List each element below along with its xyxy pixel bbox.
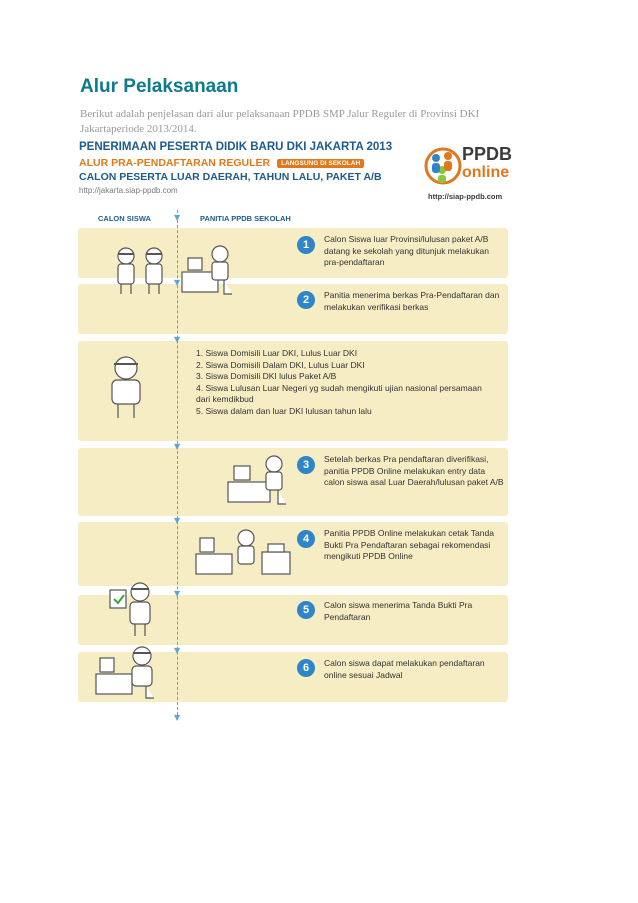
officer-printing-illustration [194, 528, 294, 582]
students-at-desk-illustration [112, 242, 242, 302]
step-1-number: 1 [297, 236, 315, 254]
criteria-item: 2. Siswa Domisili Dalam DKI, Lulus Luar DKI [196, 359, 365, 370]
intro-paragraph: Berikut adalah penjelasan dari alur pelaksanaan PPDB SMP Jalur Reguler di Provinsi DKI Jakartaperiode 2013/2014. [80, 108, 480, 135]
timeline-arrow-icon: ▼ [174, 713, 181, 722]
student-online-registration-illustration [94, 644, 166, 700]
timeline-arrow-icon: ▼ [174, 589, 181, 598]
infographic-header-title: PENERIMAAN PESERTA DIDIK BARU DKI JAKARTA 2013 [79, 141, 393, 153]
timeline-arrow-icon: ▼ [174, 213, 181, 222]
flow-infographic [74, 138, 514, 723]
timeline-arrow-icon: ▼ [174, 646, 181, 655]
step-4-text: Panitia PPDB Online melakukan cetak Tanda Bukti Pra Pendaftaran sebagai rekomendasi mengikuti PPDB Online [324, 528, 494, 561]
ppdb-online-logo [422, 140, 512, 202]
step-1-text: Calon Siswa luar Provinsi/lulusan paket A/B datang ke sekolah yang ditunjuk melakukan pra-pendaftaran [324, 234, 489, 267]
student-with-receipt-illustration [108, 580, 160, 640]
logo-text-ppdb: PPDB [462, 144, 513, 164]
criteria-item: 3. Siswa Domisili DKI lulus Paket A/B [196, 371, 337, 381]
timeline-arrow-icon: ▼ [174, 516, 181, 525]
infographic-header-subtitle [79, 157, 364, 169]
step-4-number: 4 [297, 530, 315, 548]
student-thinking-illustration [102, 352, 152, 422]
timeline-arrow-icon: ▼ [174, 442, 181, 451]
logo-text-online: online [462, 164, 510, 181]
step-2-number: 2 [297, 291, 315, 309]
step-3-number: 3 [297, 456, 315, 474]
timeline-arrow-icon: ▼ [174, 335, 181, 344]
criteria-item: 4. Siswa Lulusan Luar Negeri yg sudah mengikuti ujian nasional persamaan dari kemdikbud [196, 382, 482, 404]
infographic-header-url: http://jakarta.siap-ppdb.com [79, 186, 178, 195]
logo-people-icon [424, 144, 462, 188]
step-2-text: Panitia menerima berkas Pra-Pendaftaran dan melakukan verifikasi berkas [324, 290, 500, 312]
officer-at-computer-illustration [224, 454, 294, 510]
criteria-list [196, 348, 496, 417]
column-header-panitia: PANITIA PPDB SEKOLAH [200, 214, 291, 223]
logo-url: http://siap-ppdb.com [428, 192, 503, 201]
timeline-arrow-icon: ▼ [174, 278, 181, 287]
step-6-number: 6 [297, 659, 315, 677]
page-title: Alur Pelaksanaan [80, 76, 239, 97]
infographic-header-target: CALON PESERTA LUAR DAERAH, TAHUN LALU, PAKET A/B [79, 171, 382, 183]
step-5-text: Calon siswa menerima Tanda Bukti Pra Pendaftaran [324, 600, 473, 622]
infographic-subtitle-text: ALUR PRA-PENDAFTARAN REGULER [79, 157, 271, 169]
column-header-calon-siswa: CALON SISWA [98, 214, 151, 223]
step-5-number: 5 [297, 601, 315, 619]
step-3-text: Setelah berkas Pra pendaftaran diverifikasi, panitia PPDB Online melakukan entry data calon siswa asal Luar Daerah/lulusan paket A/B [324, 454, 504, 487]
criteria-item: 1. Siswa Domisili Luar DKI, Lulus Luar DKI [196, 348, 358, 358]
step-6-text: Calon siswa dapat melakukan pendaftaran online sesuai Jadwal [324, 658, 485, 680]
criteria-item: 5. Siswa dalam dan luar DKI lulusan tahun lalu [196, 405, 372, 416]
infographic-badge: LANGSUNG DI SEKOLAH [277, 159, 364, 168]
